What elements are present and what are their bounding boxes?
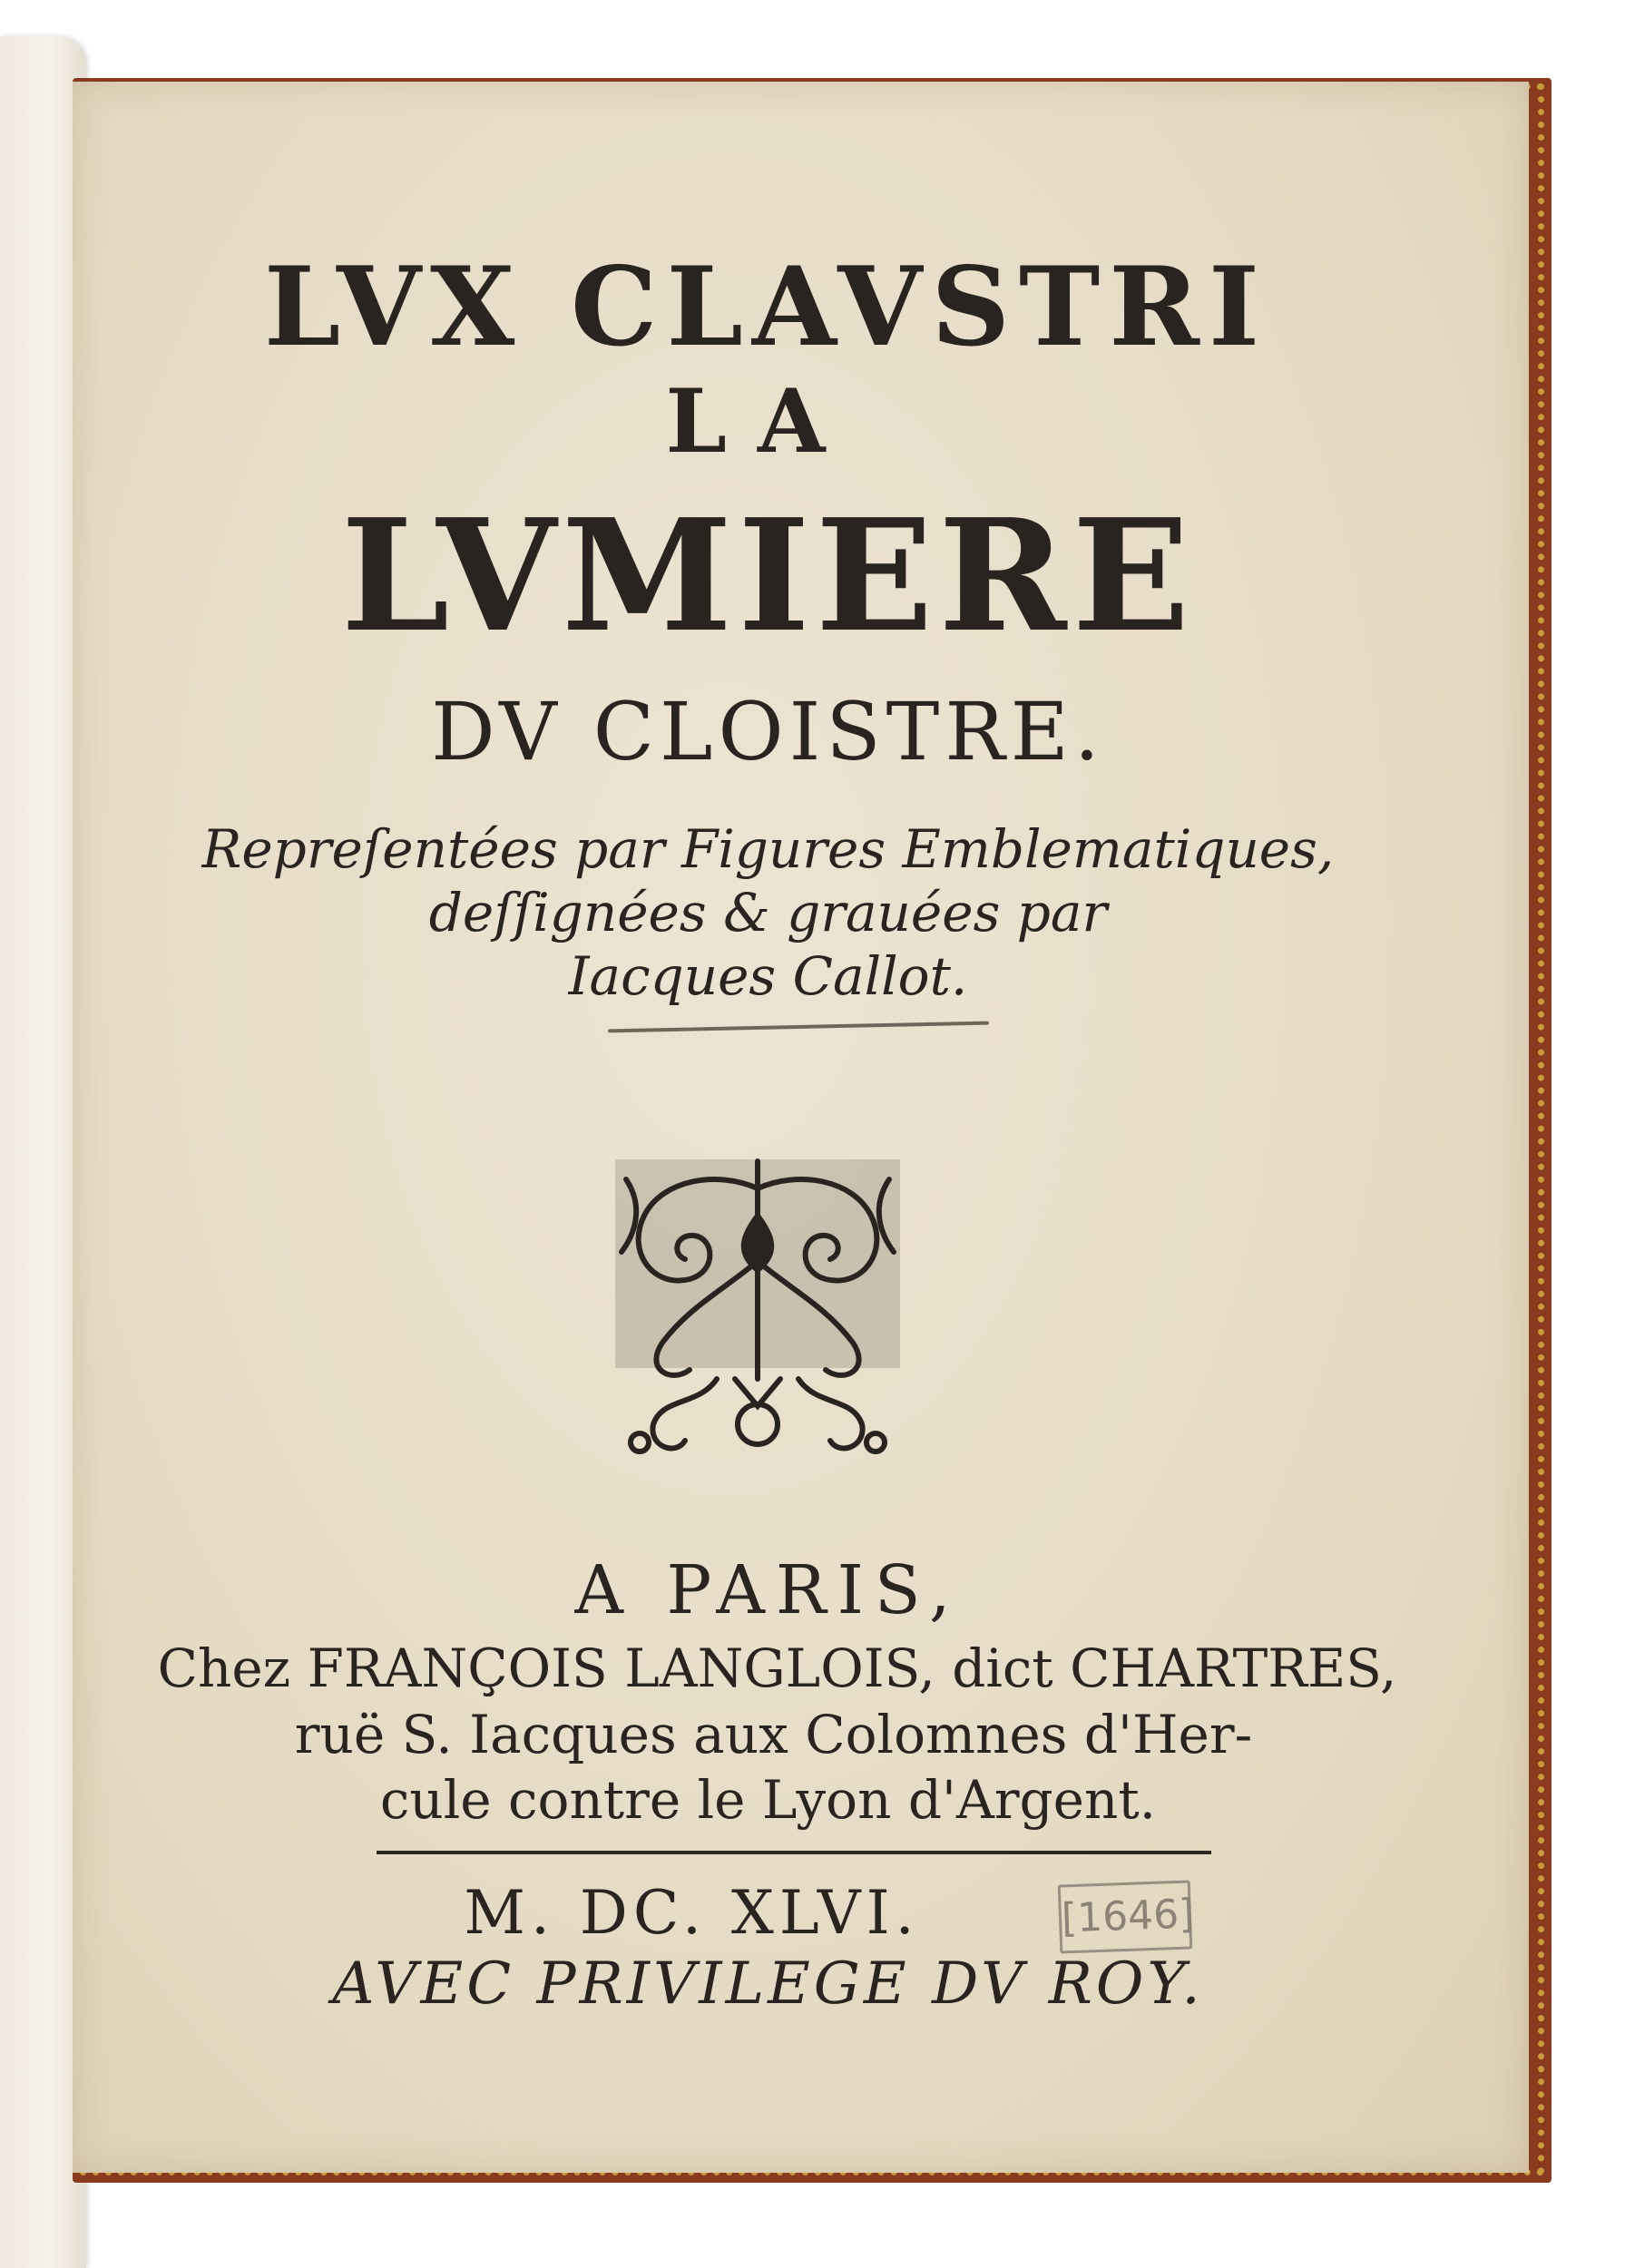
- title-line-3: LVMIERE: [340, 485, 1196, 667]
- pencil-annotation: [1646]: [1058, 1880, 1193, 1953]
- imprint-line-3: cule contre le Lyon d'Argent.: [379, 1769, 1157, 1831]
- subtitle-line-2: deſſignées & grauées par: [428, 882, 1108, 943]
- title-line-4: DV CLOISTRE.: [431, 685, 1105, 778]
- privilege-line: AVEC PRIVILEGE DV ROY.: [332, 1950, 1204, 2018]
- title-line-1: LVX CLAVSTRI: [263, 243, 1269, 371]
- imprint-line-2: ruë S. Iacques aux Colomnes d'Her-: [294, 1704, 1253, 1765]
- publication-date: M. DC. XLVI.: [464, 1878, 920, 1948]
- woodcut-foliate-ornament-icon: [608, 1152, 907, 1470]
- title-page: [73, 82, 1529, 2173]
- divider-rule: [377, 1851, 1211, 1854]
- ink-underline: [608, 1022, 989, 1033]
- imprint-city: A PARIS,: [574, 1551, 962, 1629]
- title-line-2: LA: [665, 370, 857, 473]
- subtitle-line-1: Repreſentées par Figures Emblematiques,: [201, 818, 1335, 880]
- subtitle-line-3: Iacques Callot.: [568, 945, 968, 1007]
- imprint-line-1: Chez FRANÇOIS LANGLOIS, dict CHARTRES,: [157, 1637, 1397, 1699]
